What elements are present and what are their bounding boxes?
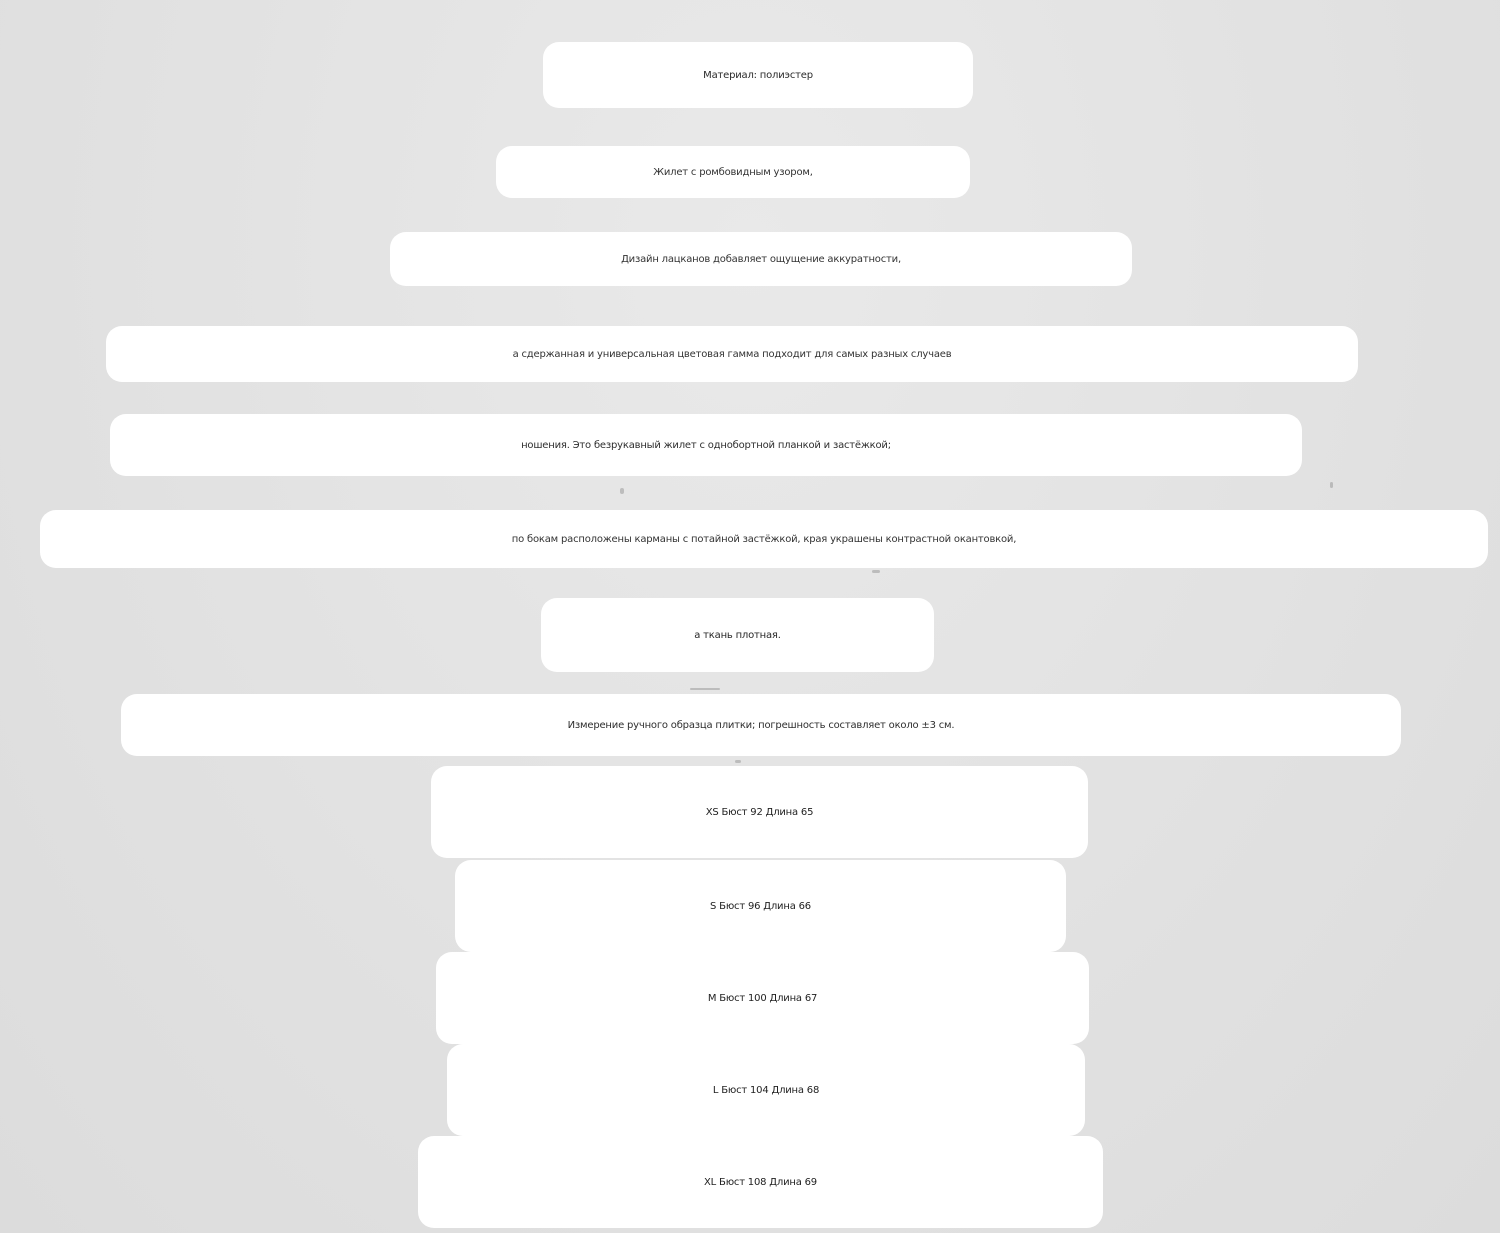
background-speck [872,570,880,573]
background-speck [690,688,720,690]
background-speck [1330,482,1333,488]
description-line: а сдержанная и универсальная цветовая гамма подходит для самых разных случаев [106,326,1358,382]
size-row-m: M Бюст 100 Длина 67 [436,952,1089,1044]
size-row-l: L Бюст 104 Длина 68 [447,1044,1085,1136]
background-speck [620,488,624,494]
description-line: Дизайн лацканов добавляет ощущение аккуратности, [390,232,1132,286]
description-line: ношения. Это безрукавный жилет с однобортной планкой и застёжкой; [110,414,1302,476]
measurement-note: Измерение ручного образца плитки; погрешность составляет около ±3 см. [121,694,1401,756]
description-line: а ткань плотная. [541,598,934,672]
description-line: по бокам расположены карманы с потайной застёжкой, края украшены контрастной окантовкой, [40,510,1488,568]
material-pill: Материал: полиэстер [543,42,973,108]
size-row-xs: XS Бюст 92 Длина 65 [431,766,1088,858]
size-row-s: S Бюст 96 Длина 66 [455,860,1066,952]
size-row-xl: XL Бюст 108 Длина 69 [418,1136,1103,1228]
description-line: Жилет с ромбовидным узором, [496,146,970,198]
background-speck [735,760,741,763]
